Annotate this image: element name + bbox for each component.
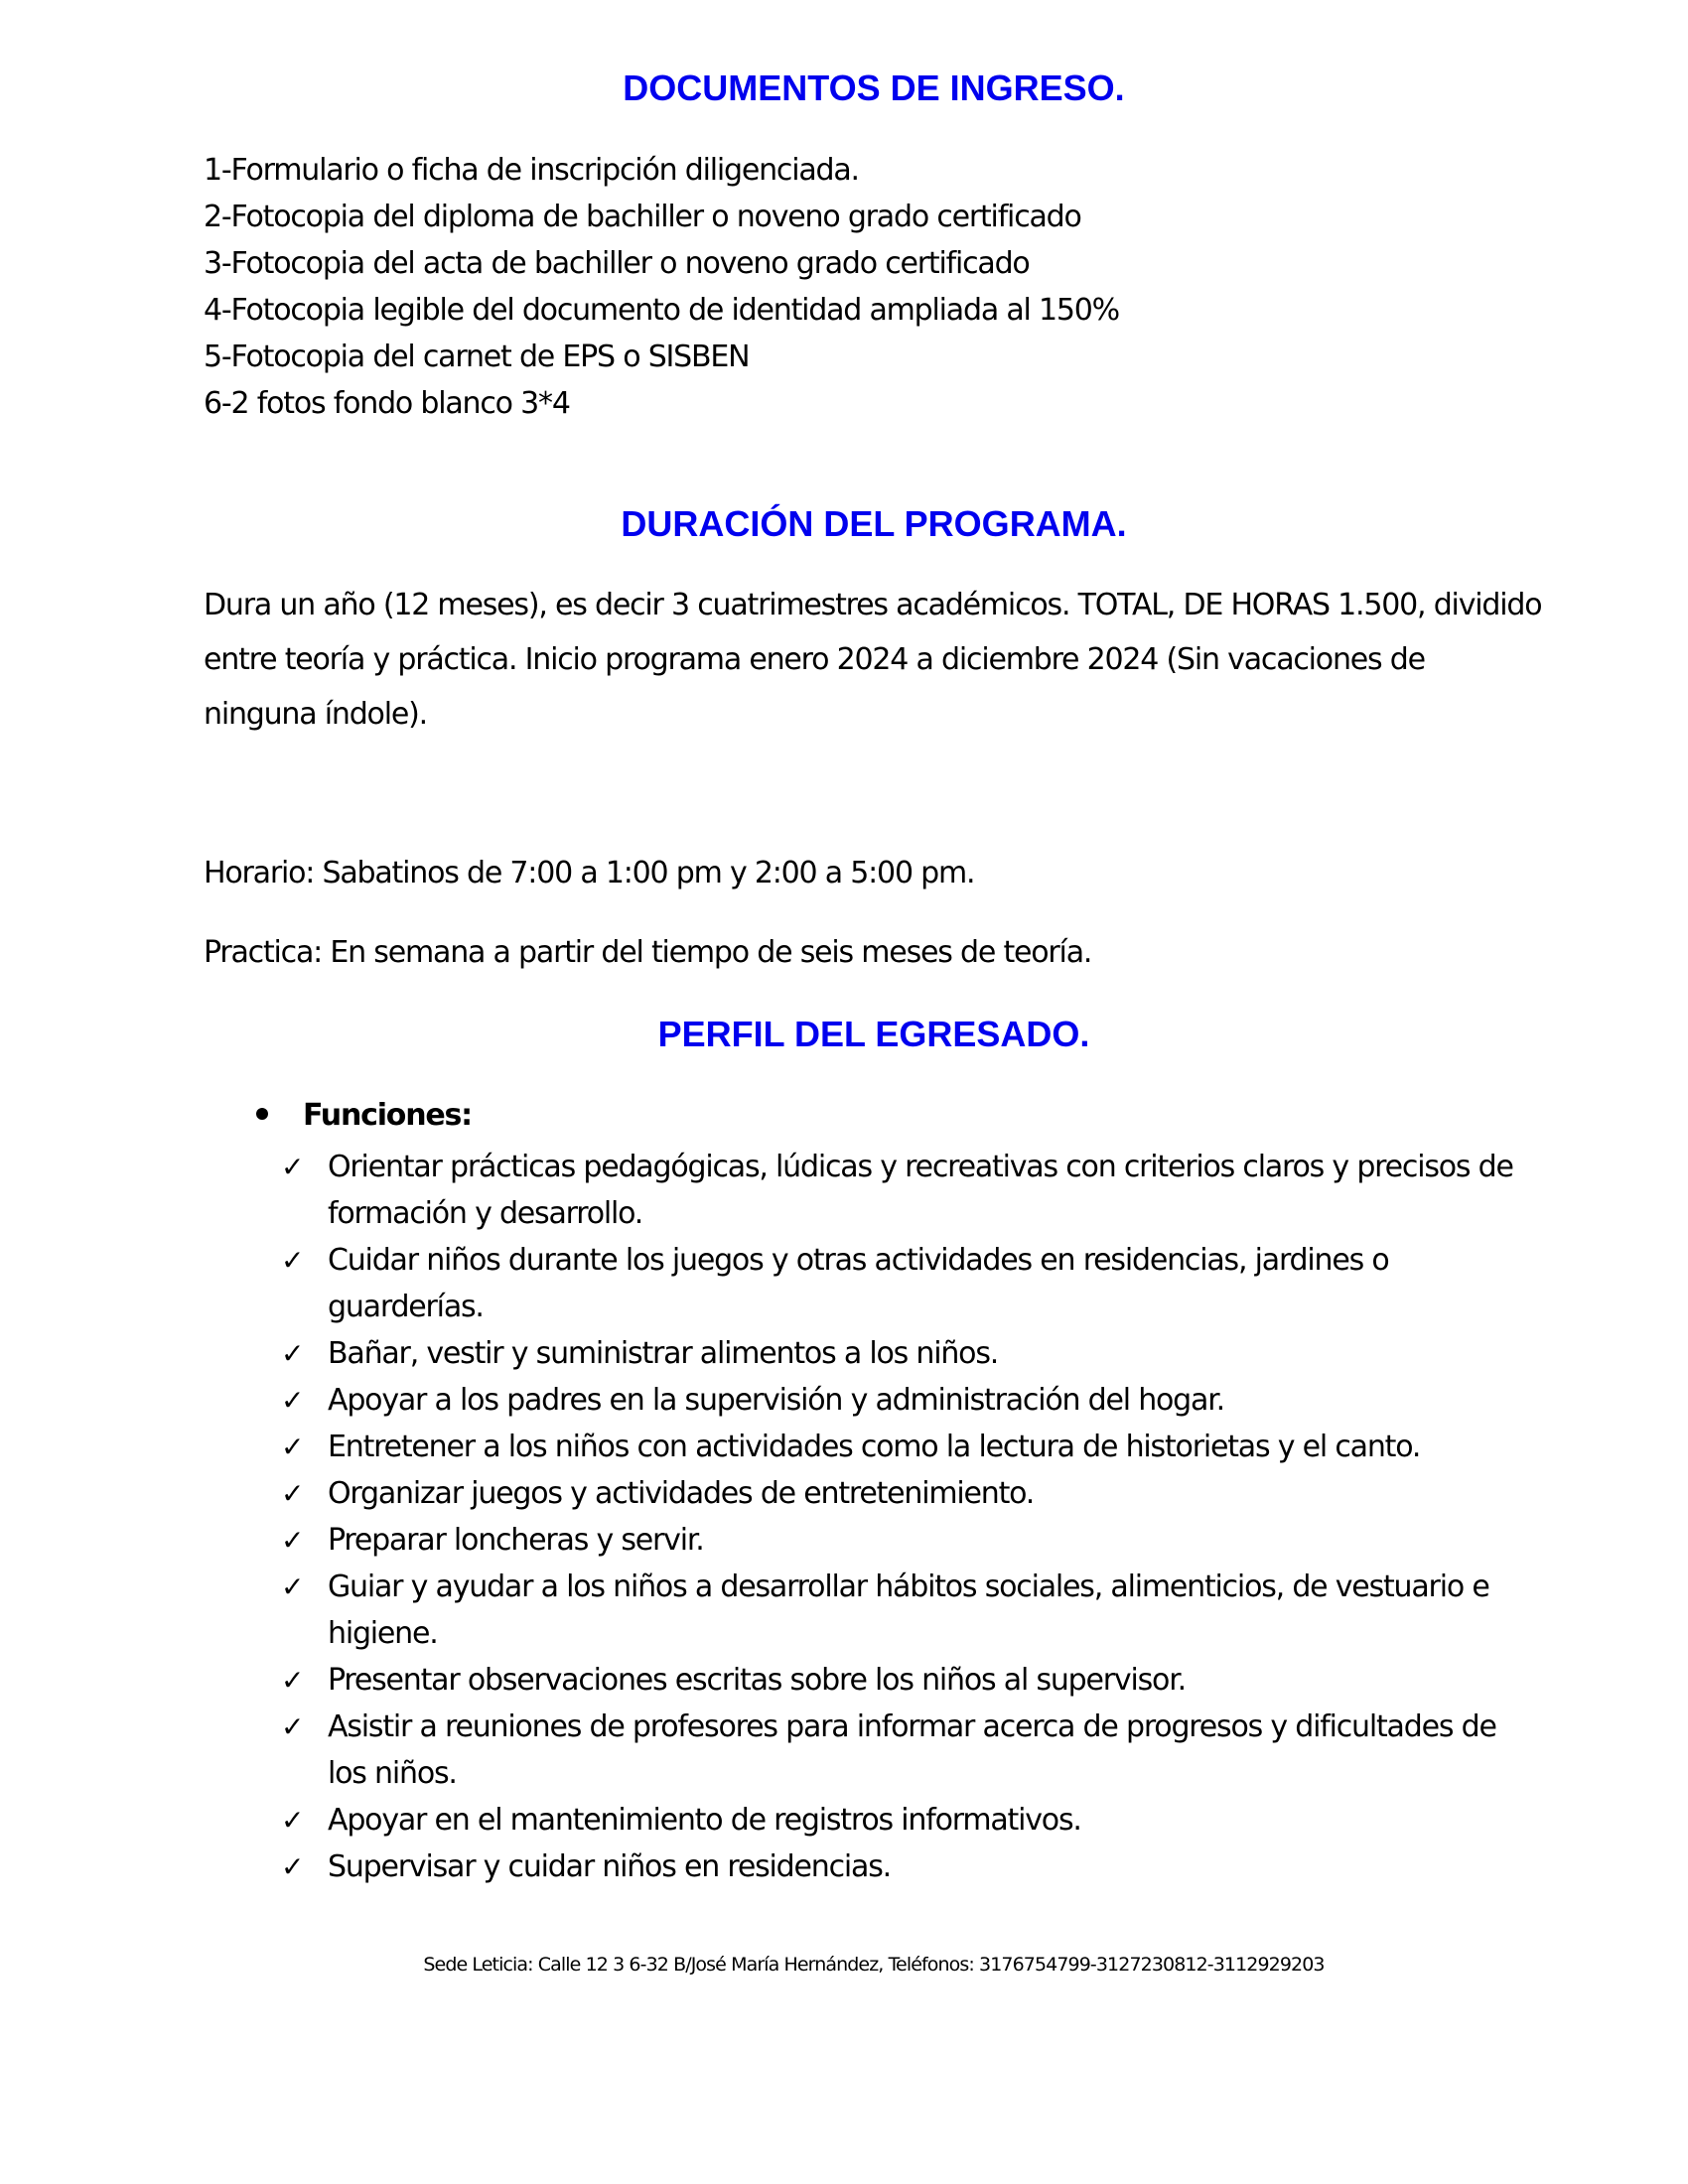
requirements-list — [204, 147, 1119, 427]
checkmark-icon: ✓ — [281, 1477, 304, 1510]
checkmark-icon: ✓ — [281, 1337, 304, 1370]
checkmark-icon: ✓ — [281, 1244, 304, 1277]
function-item — [281, 1517, 1532, 1564]
function-text: Supervisar y cuidar niños en residencias. — [328, 1849, 891, 1884]
requirement-item: 1-Formulario o ficha de inscripción diligenciada. — [204, 153, 859, 188]
duration-paragraph: Dura un año (12 meses), es decir 3 cuatrimestres académicos. TOTAL, DE HORAS 1.500, dividido entre teoría y práctica. Inicio programa enero 2024 a diciembre 2024 (Sin vacaciones de ninguna índole). — [204, 588, 1542, 732]
function-item — [281, 1657, 1532, 1704]
function-item — [281, 1797, 1532, 1843]
checkmark-icon: ✓ — [281, 1384, 304, 1417]
function-item — [281, 1564, 1532, 1657]
requirement-item: 3-Fotocopia del acta de bachiller o noveno grado certificado — [204, 246, 1030, 281]
checkmark-icon: ✓ — [281, 1570, 304, 1603]
footer-address: Sede Leticia: Calle 12 3 6-32 B/José María Hernández, Teléfonos: 3176754799-3127230812-3112929203 — [423, 1954, 1325, 1976]
funciones-list — [281, 1144, 1532, 1890]
function-item — [281, 1377, 1532, 1424]
function-text: Entretener a los niños con actividades como la lectura de historietas y el canto. — [328, 1430, 1421, 1464]
function-item — [281, 1470, 1532, 1517]
function-item — [281, 1843, 1532, 1890]
bullet-dot-icon — [256, 1108, 268, 1120]
function-text: Asistir a reuniones de profesores para informar acerca de progresos y dificultades de los niños. — [328, 1709, 1496, 1791]
heading-duracion-programa: DURACIÓN DEL PROGRAMA. — [621, 503, 1127, 544]
checkmark-icon: ✓ — [281, 1710, 304, 1743]
function-text: Apoyar a los padres en la supervisión y administración del hogar. — [328, 1383, 1224, 1418]
function-text: Apoyar en el mantenimiento de registros informativos. — [328, 1803, 1081, 1838]
practice-text: Practica: En semana a partir del tiempo de seis meses de teoría. — [204, 935, 1092, 970]
function-item — [281, 1144, 1532, 1237]
function-text: Organizar juegos y actividades de entretenimiento. — [328, 1476, 1035, 1511]
checkmark-icon: ✓ — [281, 1850, 304, 1883]
function-item — [281, 1424, 1532, 1470]
funciones-label: Funciones: — [303, 1098, 472, 1133]
function-item — [281, 1237, 1532, 1330]
function-text: Preparar loncheras y servir. — [328, 1523, 704, 1558]
requirement-item: 2-Fotocopia del diploma de bachiller o noveno grado certificado — [204, 200, 1081, 234]
heading-documentos-ingreso: DOCUMENTOS DE INGRESO. — [623, 68, 1125, 108]
function-item — [281, 1330, 1532, 1377]
function-text: Presentar observaciones escritas sobre los niños al supervisor. — [328, 1663, 1186, 1698]
schedule-text: Horario: Sabatinos de 7:00 a 1:00 pm y 2:00 a 5:00 pm. — [204, 856, 975, 890]
checkmark-icon: ✓ — [281, 1524, 304, 1557]
function-text: Bañar, vestir y suministrar alimentos a los niños. — [328, 1336, 999, 1371]
function-item — [281, 1704, 1532, 1797]
function-text: Cuidar niños durante los juegos y otras actividades en residencias, jardines o guarderías. — [328, 1243, 1389, 1324]
checkmark-icon: ✓ — [281, 1151, 304, 1183]
function-text: Orientar prácticas pedagógicas, lúdicas y recreativas con criterios claros y precisos de formación y desarrollo. — [328, 1150, 1513, 1231]
requirement-item: 4-Fotocopia legible del documento de identidad ampliada al 150% — [204, 293, 1119, 328]
checkmark-icon: ✓ — [281, 1804, 304, 1837]
funciones-bullet — [256, 1096, 472, 1136]
function-text: Guiar y ayudar a los niños a desarrollar hábitos sociales, alimenticios, de vestuario e higiene. — [328, 1570, 1489, 1651]
checkmark-icon: ✓ — [281, 1431, 304, 1463]
heading-perfil-egresado: PERFIL DEL EGRESADO. — [657, 1014, 1090, 1054]
checkmark-icon: ✓ — [281, 1664, 304, 1697]
requirement-item: 6-2 fotos fondo blanco 3*4 — [204, 386, 570, 421]
requirement-item: 5-Fotocopia del carnet de EPS o SISBEN — [204, 340, 750, 374]
